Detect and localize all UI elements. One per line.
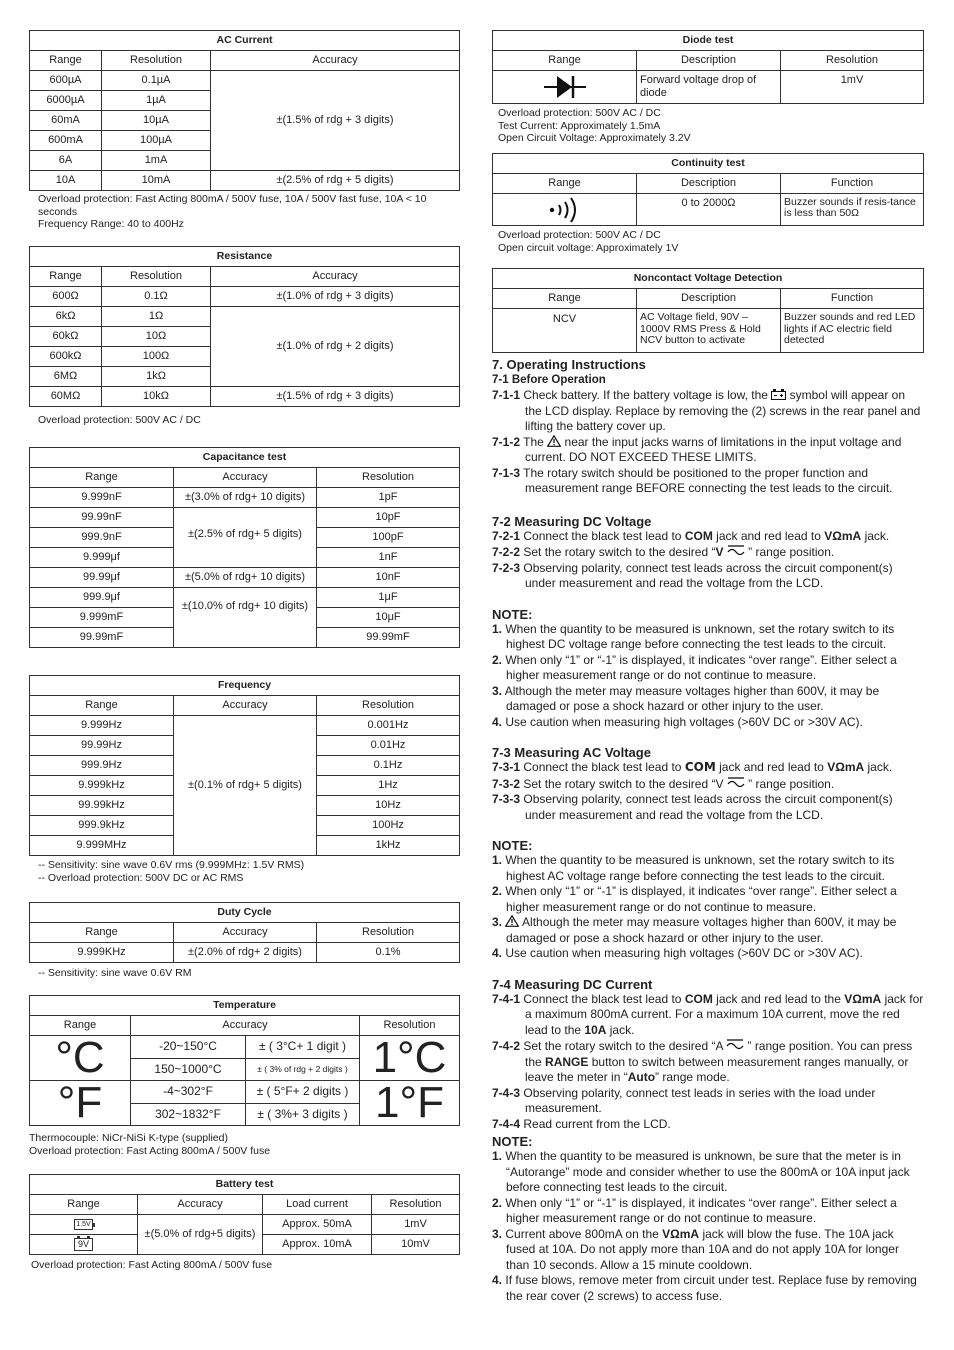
diode-icon [544,73,586,101]
step-7-1-1 [492,388,924,435]
table-cell: 1μF [317,588,460,608]
vma-jack-label: VΩmA [824,528,862,543]
step-text: Set the rotary switch to the desired “ [523,545,716,559]
note-text: Use caution when measuring high voltages (>60V DC or >30V AC). [505,946,863,960]
col-header: Resolution [317,468,460,488]
col-header: Accuracy [174,468,317,488]
table-cell: 600kΩ [30,347,102,367]
table-cell: ±(10.0% of rdg+ 10 digits) [174,588,317,648]
table-cell: 0.01Hz [317,736,460,756]
diode-section [492,30,924,145]
note: Overload protection: Fast Acting 800mA / 500V fuse, 10A / 500V fast fuse, 10A < 10 seconds [38,193,427,218]
capacitance-table [29,447,460,648]
subsection-heading: 7-3 Measuring AC Voltage [492,745,651,760]
table-cell: 9.999kHz [30,776,174,796]
col-header: Resolution [317,923,460,943]
step-number: 7-4-4 [492,1116,521,1131]
note-number: 1. [492,1149,503,1163]
table-title: AC Current [30,31,460,51]
table-cell: 99.99mF [317,628,460,648]
note-number: 4. [492,1273,503,1287]
table-cell: 1pF [317,488,460,508]
step-7-1-3 [492,466,924,497]
com-jack-label: COM [684,760,716,774]
note-text: Use caution when measuring high voltages (>60V DC or >30V AC). [505,714,863,729]
step-text: ” range mode. [655,1070,730,1084]
duty-cycle-section [29,902,460,980]
note-text: Current above 800mA on the [505,1226,659,1241]
step-text: near the input jacks warns of limitations in the input voltage and current. DO NOT EXCEED THESE LIMITS. [525,434,902,464]
step-text: The rotary switch should be positioned to the proper function and measurement range BEFORE connecting the test leads to the circuit. [523,465,893,495]
step-text: ” range position. You can press the [525,1039,913,1069]
table-cell: 10mA [102,171,211,191]
table-cell: 10Ω [102,327,211,347]
step-text: Connect the black test lead to [523,760,682,774]
section-heading: 7. Operating Instructions [492,357,646,372]
capacitance-section [29,447,460,648]
col-header: Range [30,1016,131,1036]
note: Thermocouple: NiCr-NiSi K-type (supplied) [29,1132,228,1144]
step-number: 7-4-3 [492,1085,521,1100]
battery-1-5v-icon [74,1219,92,1230]
step-number: 7-2-3 [492,560,521,575]
note-item [492,622,924,653]
table-title: Noncontact Voltage Detection [493,269,924,289]
table-cell: 10pF [317,508,460,528]
table-cell: 6000µA [30,91,102,111]
battery-low-icon [771,389,786,400]
col-header: Accuracy [174,696,317,716]
table-cell: 9.999μf [30,548,174,568]
table-cell: ± ( 3%+ 3 digits ) [246,1103,360,1126]
step-text: The [523,434,544,449]
temperature-section [29,995,460,1157]
table-cell: 60MΩ [30,387,102,407]
table-cell: 0.1µA [102,71,211,91]
table-cell: AC Voltage field, 90V – 1000V RMS Press & Hold NCV button to activate [637,309,781,353]
col-header: Range [493,51,637,71]
table-cell: 999.9μf [30,588,174,608]
table-cell: ±(0.1% of rdg+ 5 digits) [174,716,317,856]
step-7-1-2 [492,435,924,466]
table-cell: 100Ω [102,347,211,367]
note-number: 1. [492,853,503,867]
step-text: jack and red lead to [716,528,821,543]
continuity-table [492,153,924,226]
table-cell: 1mA [102,151,211,171]
step-text: Observing polarity, connect test leads in series with the load under measurement. [523,1085,876,1115]
table-cell: Forward voltage drop of diode [637,71,781,104]
battery-9v-icon [74,1238,93,1251]
fahrenheit-unit: °F [30,1081,131,1126]
note: Overload protection: Fast Acting 800mA / 500V fuse [29,1144,271,1157]
note-text: Although the meter may measure voltages higher than 600V, it may be damaged or pose a shock hazard or other injury to the user. [504,683,880,713]
table-cell: 10μF [317,608,460,628]
diode-table [492,30,924,104]
table-cell: 1nF [317,548,460,568]
col-header: Resolution [317,696,460,716]
col-header: Range [30,1195,138,1215]
note-text: When the quantity to be measured is unknown, set the rotary switch to its highest AC voltage range before connecting the test leads to the circuit. [505,853,895,883]
step-number: 7-2-2 [492,545,521,559]
col-header: Resolution [102,267,211,287]
table-cell: NCV [493,309,637,353]
step-number: 7-3-3 [492,792,521,806]
continuity-section [492,153,924,254]
table-cell: 10µA [102,111,211,131]
table-cell: 100Hz [317,816,460,836]
duty-cycle-table [29,902,460,963]
com-jack-label: COM [684,991,713,1006]
warning-icon [505,915,519,927]
celsius-unit: °C [30,1036,131,1081]
note: -- Sensitivity: sine wave 0.6V rms (9.999MHz: 1.5V RMS) [38,859,305,871]
resistance-section [29,246,460,427]
fahrenheit-resolution: 1°F [360,1081,460,1126]
col-header: Description [637,51,781,71]
table-cell: 99.99kHz [30,796,174,816]
col-header: Range [30,51,102,71]
col-header: Accuracy [174,923,317,943]
step-number: 7-1-1 [492,388,521,402]
table-title: Duty Cycle [30,903,460,923]
note: Open circuit voltage: Approximately 1V [498,241,679,254]
col-header: Function [781,289,924,309]
table-cell: 0 to 2000Ω [637,194,781,226]
table-cell: ±(3.0% of rdg+ 10 digits) [174,488,317,508]
battery-icon-label: 1.5V [76,1220,91,1228]
table-cell: 10A [30,171,102,191]
frequency-section [29,675,460,884]
dc-ac-symbol-icon [727,776,745,788]
table-cell: 99.99Hz [30,736,174,756]
step-text: jack. [609,1022,635,1037]
step-number: 7-2-1 [492,528,521,543]
dc-ac-symbol-icon [727,544,745,556]
continuity-sound-icon [548,197,582,223]
note-number: 3. [492,915,503,929]
step-text: jack. [864,528,890,543]
col-header: Load current [263,1195,372,1215]
col-header: Range [30,696,174,716]
note-item [492,1227,924,1274]
col-header: Resolution [102,51,211,71]
table-cell: 9.999Hz [30,716,174,736]
table-cell: 99.99nF [30,508,174,528]
note: Overload protection: 500V AC / DC [498,107,661,119]
10a-jack-label: 10A [584,1022,607,1037]
table-cell: 9.999mF [30,608,174,628]
note-item [492,1149,924,1196]
note-item [492,915,924,946]
temperature-table [29,995,460,1126]
col-header: Resolution [372,1195,460,1215]
table-cell: 150~1000°C [131,1058,246,1081]
col-header: Range [493,174,637,194]
table-cell: 9.999MHz [30,836,174,856]
table-cell: ±(1.0% of rdg + 2 digits) [211,307,460,387]
note: Frequency Range: 40 to 400Hz [38,218,184,230]
note: Test Current: Approximately 1.5mA [498,119,661,132]
table-title: Battery test [30,1175,460,1195]
step-number: 7-3-1 [492,760,521,774]
vma-jack-label: VΩmA [844,991,882,1006]
table-cell: ±(2.5% of rdg + 5 digits) [211,171,460,191]
note-text: When only “1” or “-1” is displayed, it indicates “over range”. Either select a higher measurement range or do not continue to measure. [505,652,897,682]
step-7-2-2 [492,544,924,561]
step-text: Connect the black test lead to [523,991,682,1006]
note-text: jack will blow the fuse. The 10A jack fused at 10A. Do not apply more than 10A and do not apply 10A for longer than 10 seconds. Allow a 15 minute cooldown. [506,1226,899,1272]
step-text: Set the rotary switch to the desired “V [523,776,724,791]
table-cell: 6MΩ [30,367,102,387]
col-header: Accuracy [211,51,460,71]
note-item [492,684,924,715]
battery-icon-label: 9V [77,1238,89,1249]
table-cell: 99.99μf [30,568,174,588]
step-text: Connect the black test lead to [523,528,682,543]
step-text: Observing polarity, connect test leads across the circuit component(s) under measurement and read the voltage from the LCD. [523,792,893,822]
operating-instructions [492,357,924,1304]
battery-table [29,1174,460,1255]
note-heading: NOTE: [492,1134,533,1149]
table-cell: 600mA [30,131,102,151]
table-cell: 0.1% [317,943,460,963]
battery-section [29,1174,460,1272]
table-cell: ±(1.5% of rdg + 3 digits) [211,387,460,407]
battery-terminal [87,1236,90,1238]
note-number: 2. [492,652,503,667]
table-cell: 0.1Ω [102,287,211,307]
table-cell: 10Hz [317,796,460,816]
ac-current-table [29,30,460,191]
note-item [492,946,924,962]
diode-symbol-cell [493,71,637,104]
step-text: jack and red lead to [719,760,824,774]
step-7-4-4 [492,1117,924,1133]
step-text: Set the rotary switch to the desired “A [523,1039,723,1053]
note: Overload protection: 500V AC / DC [38,414,201,426]
table-cell: 60kΩ [30,327,102,347]
battery-terminal [93,1223,95,1227]
note-text: When the quantity to be measured is unknown, be sure that the meter is in “Autorange” mode and consider whether to use the 800mA or 10A input jack before connecting test leads to the circuit. [505,1149,910,1194]
ncv-section [492,268,924,353]
table-cell: ± ( 3% of rdg + 2 digits ) [246,1058,360,1081]
step-7-2-3 [492,561,924,592]
table-title: Frequency [30,676,460,696]
col-header: Range [30,267,102,287]
table-cell: -4~302°F [131,1081,246,1104]
table-cell: 100µA [102,131,211,151]
col-header: Range [30,923,174,943]
col-header: Resolution [360,1016,460,1036]
table-cell: 10nF [317,568,460,588]
table-cell: 10mV [372,1235,460,1255]
step-7-3-2 [492,776,924,793]
ac-current-section [29,30,460,231]
table-cell: 9.999nF [30,488,174,508]
note-item [492,715,924,731]
table-cell: 999.9kHz [30,816,174,836]
table-cell: 9.999KHz [30,943,174,963]
battery-9v-cell [30,1235,138,1255]
table-cell: 10kΩ [102,387,211,407]
note-item [492,884,924,915]
celsius-resolution: 1°C [360,1036,460,1081]
vma-jack-label: VΩmA [662,1226,700,1241]
table-title: Capacitance test [30,448,460,468]
step-number: 7-4-2 [492,1039,521,1053]
table-cell: 1mV [781,71,924,104]
table-cell: 999.9Hz [30,756,174,776]
col-header: Accuracy [131,1016,360,1036]
table-cell: 99.99mF [30,628,174,648]
note: -- Sensitivity: sine wave 0.6V RM [38,967,192,979]
table-cell: Approx. 50mA [263,1215,372,1235]
table-cell: 100pF [317,528,460,548]
table-title: Temperature [30,996,460,1016]
col-header: Description [637,289,781,309]
note: Overload protection: Fast Acting 800mA / 500V fuse [31,1259,273,1271]
note-item [492,1196,924,1227]
table-cell: 999.9nF [30,528,174,548]
table-cell: 0.1Hz [317,756,460,776]
col-header: Accuracy [211,267,460,287]
table-cell: 302~1832°F [131,1103,246,1126]
table-title: Diode test [493,31,924,51]
frequency-table [29,675,460,856]
step-text: Read current from the LCD. [523,1116,671,1131]
subsection-heading: 7-2 Measuring DC Voltage [492,513,652,529]
step-text: button to switch between measurement ranges manually, or leave the meter in “ [525,1054,909,1084]
table-cell: ±(1.5% of rdg + 3 digits) [211,71,460,171]
table-cell: ±(2.5% of rdg+ 5 digits) [174,508,317,568]
col-header: Function [781,174,924,194]
note-text: When the quantity to be measured is unknown, set the rotary switch to its highest DC voltage range before connecting the test leads to the circuit. [505,621,895,651]
table-title: Resistance [30,247,460,267]
note-number: 3. [492,1226,503,1241]
note-number: 1. [492,621,503,636]
note-item [492,653,924,684]
step-number: 7-1-3 [492,465,521,480]
step-text: ” range position. [748,776,835,791]
warning-icon [547,435,561,447]
note: Open Circuit Voltage: Approximately 3.2V [498,132,691,144]
step-text: jack and red lead to the [716,991,841,1006]
com-jack-label: COM [684,528,713,543]
table-cell: 1Ω [102,307,211,327]
step-number: 7-3-2 [492,776,521,791]
table-cell: Buzzer sounds if resis-tance is less than 50Ω [781,194,924,226]
table-cell: 60mA [30,111,102,131]
note: -- Overload protection: 500V DC or AC RMS [38,871,244,884]
step-7-3-1 [492,760,924,776]
range-button-label: RANGE [545,1054,589,1069]
note-item [492,1273,924,1304]
table-cell: ±(2.0% of rdg+ 2 digits) [174,943,317,963]
dc-ac-symbol-icon [726,1038,744,1050]
step-text: jack. [867,760,893,774]
table-cell: 1mV [372,1215,460,1235]
note-text: When only “1” or “-1” is displayed, it indicates “over range”. Either select a higher measurement range or do not continue to measure. [505,884,897,914]
step-7-4-3 [492,1086,924,1117]
note-heading: NOTE: [492,838,533,853]
subsection-heading: 7-1 Before Operation [492,374,606,386]
note-heading: NOTE: [492,606,533,622]
battery-1-5v-cell [30,1215,138,1235]
table-cell: ± ( 3°C+ 1 digit ) [246,1036,360,1059]
table-cell: ±(5.0% of rdg+5 digits) [138,1215,263,1255]
table-cell: ±(1.0% of rdg + 3 digits) [211,287,460,307]
subsection-heading: 7-4 Measuring DC Current [492,976,653,992]
table-title: Continuity test [493,154,924,174]
table-cell: 600Ω [30,287,102,307]
ncv-table [492,268,924,353]
table-cell: 1kHz [317,836,460,856]
col-header: Accuracy [138,1195,263,1215]
note-number: 4. [492,946,503,960]
note-number: 2. [492,884,503,898]
voltage-v-label: V [715,545,724,559]
table-cell: ± ( 5°F+ 2 digits ) [246,1081,360,1104]
step-text: ” range position. [748,545,835,559]
note: Overload protection: 500V AC / DC [498,229,661,241]
step-text: jack for a maximum 800mA current. For a maximum 10A current, move the red lead to the [525,991,924,1037]
note-text: When only “1” or “-1” is displayed, it indicates “over range”. Either select a higher measurement range or do not continue to measure. [505,1195,897,1225]
step-text: Check battery. If the battery voltage is low, the [523,388,768,402]
table-cell: 6A [30,151,102,171]
battery-terminal [77,1236,80,1238]
table-cell: 1Hz [317,776,460,796]
col-header: Resolution [781,51,924,71]
note-number: 4. [492,714,503,729]
table-cell: 1kΩ [102,367,211,387]
step-7-2-1 [492,529,924,545]
auto-mode-label: Auto [627,1070,656,1084]
step-7-3-3 [492,792,924,823]
table-cell: Approx. 10mA [263,1235,372,1255]
step-text: Observing polarity, connect test leads across the circuit component(s) under measurement and read the voltage from the LCD. [523,560,893,590]
table-cell: 600µA [30,71,102,91]
table-cell: -20~150°C [131,1036,246,1059]
vma-jack-label: VΩmA [827,760,865,774]
note-text: If fuse blows, remove meter from circuit under test. Replace fuse by removing the rear cover (2 screws) to access fuse. [505,1273,917,1303]
resistance-table [29,246,460,407]
step-7-4-2 [492,1038,924,1086]
table-cell: Buzzer sounds and red LED lights if AC electric field detected [781,309,924,353]
note-number: 3. [492,683,503,698]
step-number: 7-1-2 [492,434,521,449]
step-text: symbol will appear on the LCD display. Replace by removing the (2) screws in the rear panel and lifting the battery cover up. [525,388,921,433]
note-number: 2. [492,1195,503,1210]
note-text: Although the meter may measure voltages higher than 600V, it may be damaged or pose a shock hazard or other injury to the user. [506,915,897,945]
col-header: Description [637,174,781,194]
table-cell: 6kΩ [30,307,102,327]
continuity-symbol-cell [493,194,637,226]
note-item [492,853,924,884]
table-cell: 1µA [102,91,211,111]
col-header: Range [30,468,174,488]
table-cell: 0.001Hz [317,716,460,736]
col-header: Range [493,289,637,309]
step-number: 7-4-1 [492,991,521,1006]
step-7-4-1 [492,992,924,1039]
table-cell: ±(5.0% of rdg+ 10 digits) [174,568,317,588]
